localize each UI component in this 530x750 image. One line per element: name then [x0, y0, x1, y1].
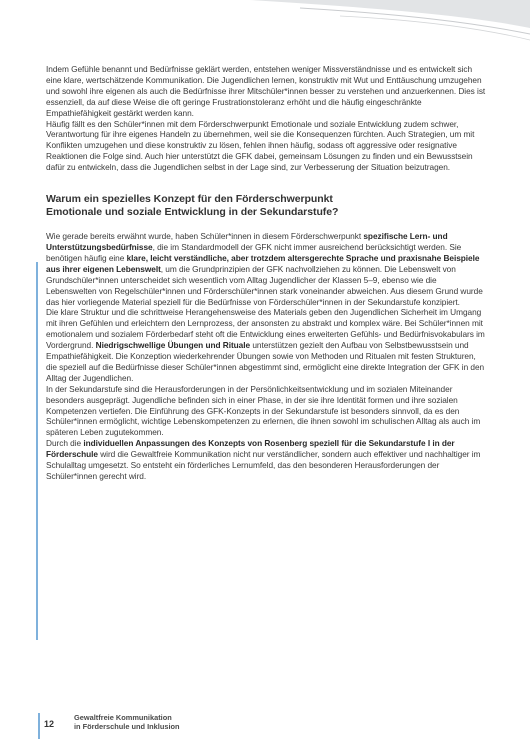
- paragraph: Indem Gefühle benannt und Bedürfnisse geklärt werden, entstehen weniger Missverständnisse und es entwickelt sich eine klare, wertschätzende Kommunikation. Die Jugendlichen lernen, konstruktiv mit Wut und Enttäuschung umzugehen und sowohl ihre eigenen als auch die Bedürfnisse ihrer Mitschüler*innen besser zu verstehen und anzuerkennen. Dies ist essenziell, da auf diese Weise die oft geringe Frustrationstoleranz erhöht und die häufig eingeschränkte Empathiefähigkeit gestärkt werden kann.: [46, 64, 486, 118]
- page-number: 12: [44, 719, 55, 729]
- text: wird die Gewaltfreie Kommunikation nicht nur verständlicher, sondern auch effektiver und nachhaltiger im Schulalltag umgesetzt. So entsteht ein förderliches Lernumfeld, das den besonderen Herausforderungen der Schüler*innen gerecht wird.: [46, 449, 481, 481]
- paragraph: [46, 231, 486, 307]
- bold-text: spezifische Lern- und Unterstützungsbedürfnisse: [46, 231, 448, 252]
- heading-line-1: Warum ein spezielles Konzept für den Förderschwerpunkt: [46, 193, 333, 206]
- text: Durch die: [46, 438, 84, 449]
- header-decoration: [0, 0, 530, 60]
- text: Wie gerade bereits erwähnt wurde, haben Schüler*innen in diesem Förderschwerpunkt: [46, 231, 364, 242]
- paragraph: [46, 307, 486, 383]
- text: unterstützen gezielt den Aufbau von Selbstbewusstsein und Empathiefähigkeit. Die Konzeption wiederkehrender Übungen sowie von Methoden und Ritualen mit festen Strukturen, die speziell auf die Bedürfnisse dieser Schüler*innen abgestimmt sind, ermöglicht eine direkte Integration der GFK in den Alltag der Jugendlichen.: [46, 340, 485, 383]
- bold-text: individuellen Anpassungen des Konzepts von Rosenberg speziell für die Sekundarstufe I in der Förderschule: [46, 438, 455, 460]
- text: Die klare Struktur und die schrittweise Herangehensweise des Materials geben den Jugendlichen Sicherheit im Umgang mit ihren Gefühlen und erleichtern den Lernprozess, der ansonsten zu abstrakt und komplex wäre. Bei Schüler*innen mit emotionalem und sozialem Förderbedarf steht oft die Entwicklung eines erweiterten Gefühls- und Bedürfnisvokabulars im Vordergrund.: [46, 307, 485, 351]
- page-footer: [38, 713, 246, 739]
- bold-text: Niedrigschwellige Übungen und Rituale: [95, 340, 251, 351]
- paragraph: Häufig fällt es den Schüler*innen mit dem Förderschwerpunkt Emotionale und soziale Entwicklung zudem schwer, Verantwortung für ihre eigenes Handeln zu übernehmen, weil sie die Konsequenzen fürchten. Auch Strategien, um mit Konflikten umzugehen und diese konstruktiv zu lösen, fehlen ihnen häufig, sodass oft aggressive oder resignative Reaktionen die Folge sind. Auch hier unterstützt die GFK dabei, gemeinsam Lösungen zu finden und ein Bewusstsein dafür zu entwickeln, dass die Jugendlichen selbst in der Lage sind, zur Verbesserung der Situation beizutragen.: [46, 118, 475, 173]
- paragraph: [46, 438, 486, 482]
- paragraph: In der Sekundarstufe sind die Herausforderungen in der Persönlichkeitsentwicklung und im sozialen Miteinander besonders ausgeprägt. Jugendliche befinden sich in einer Phase, in der sie ihre Identität formen und ihre sozialen Kompetenzen vertiefen. Die Einführung des GFK-Konzepts in der Sekundarstufe ist besonders sinnvoll, da es den Schüler*innen ermöglicht, wichtige Lebenskompetenzen zu erlernen, die ihnen sowohl im schulischen Alltag als auch im späteren Leben zugutekommen.: [46, 383, 481, 438]
- heading-line-2: Emotionale und soziale Entwicklung in der Sekundarstufe?: [46, 206, 339, 219]
- bold-text: klare, leicht verständliche, aber trotzdem altersgerechte Sprache und praxisnahe Beispiele aus ihrer eigenen Lebenswelt: [46, 252, 480, 274]
- footer-title: [74, 713, 180, 731]
- section-heading: [46, 193, 486, 219]
- section-bar: [36, 262, 38, 640]
- text: , die im Standardmodell der GFK nicht immer ausreichend berücksichtigt werden. Sie benötigen häufig eine: [46, 241, 462, 263]
- page-content: [46, 64, 486, 482]
- footer-title-line-1: Gewaltfreie Kommunikation: [74, 713, 172, 722]
- text: , um die Grundprinzipien der GFK nachvollziehen zu können. Die Lebenswelt von Grundschüler*innen unterscheidet sich wesentlich vom Alltag Jugendlicher der Klassen 5–9, ebenso wie die Lebenswelten von Regelschüler*innen und Förderschüler*innen stark voneinander abweichen. Aus diesem Grund wurde das hier vorliegende Material speziell für die Bedürfnisse von Förderschüler*innen in der Sekundarstufe konzipiert.: [46, 263, 483, 307]
- footer-title-line-2: in Förderschule und Inklusion: [74, 722, 180, 731]
